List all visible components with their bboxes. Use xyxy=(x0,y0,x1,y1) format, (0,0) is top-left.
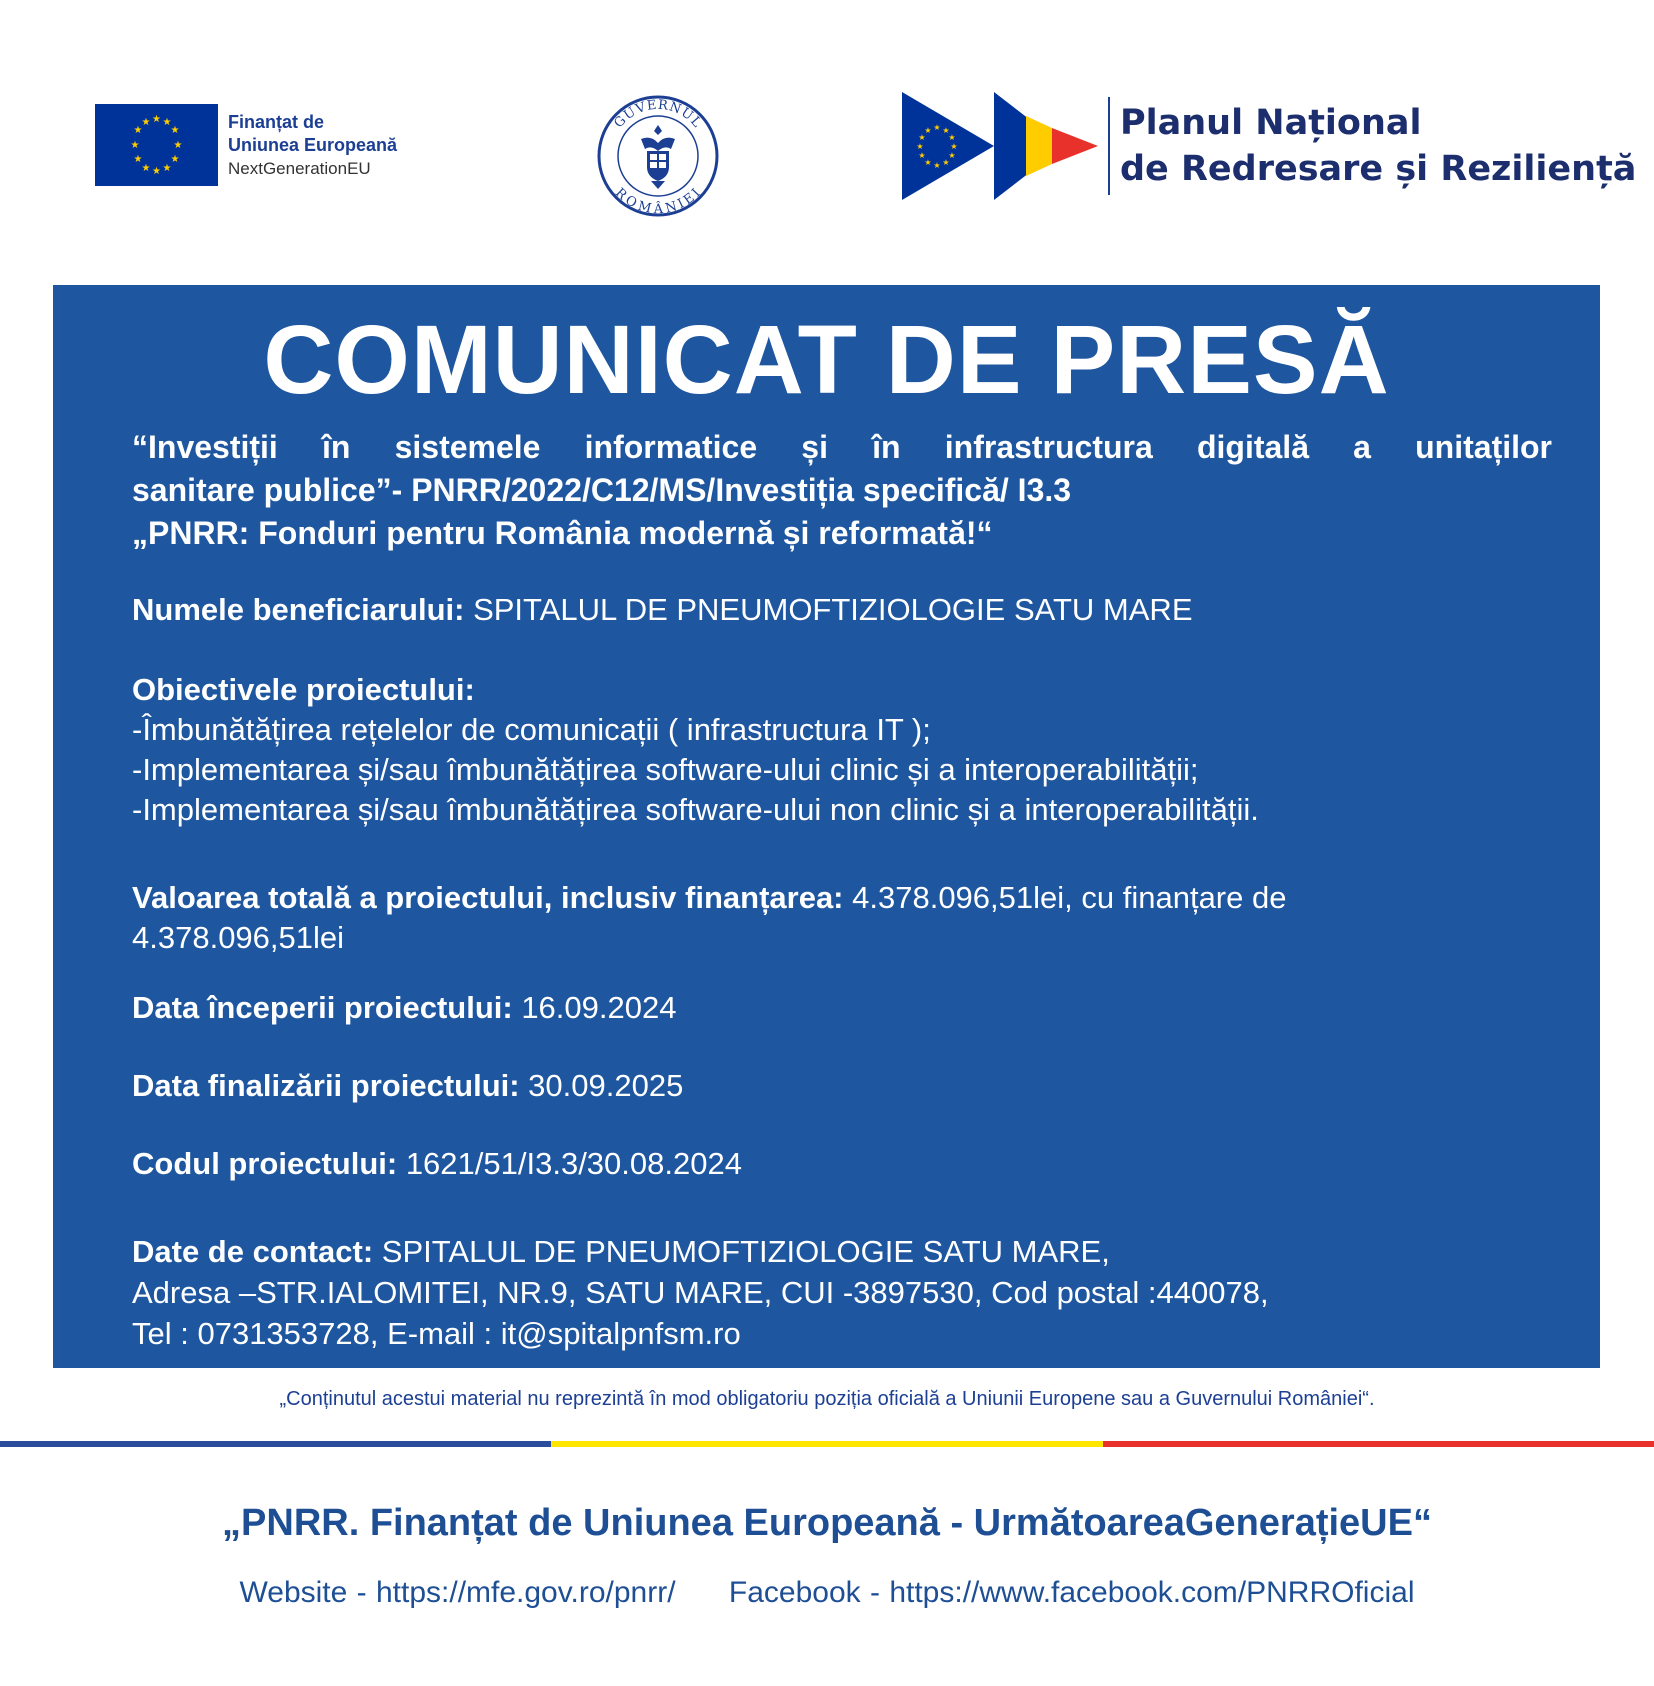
svg-text:★: ★ xyxy=(162,163,172,174)
value-text2: 4.378.096,51lei xyxy=(132,920,345,955)
eu-line3: NextGenerationEU xyxy=(228,158,371,178)
project-value-row xyxy=(132,878,1552,958)
start-value: 16.09.2024 xyxy=(512,990,677,1025)
pnrr-logo-text xyxy=(1120,100,1636,192)
end-label: Data finalizării proiectului: xyxy=(132,1068,520,1103)
pnrr-flag-arrows-icon xyxy=(902,92,1104,200)
press-release-panel xyxy=(53,285,1600,1368)
svg-text:★: ★ xyxy=(133,154,143,165)
pnrr-line2: de Redresare și Reziliență xyxy=(1120,149,1637,189)
pnrr-divider xyxy=(1108,97,1110,195)
svg-text:★: ★ xyxy=(162,117,172,128)
end-date-row xyxy=(132,1066,1552,1106)
svg-text:★: ★ xyxy=(933,161,941,170)
tricolor-red xyxy=(1103,1441,1654,1447)
svg-text:★: ★ xyxy=(133,125,143,136)
svg-text:★: ★ xyxy=(170,125,180,136)
tricolor-strip xyxy=(0,1441,1654,1447)
footer-links xyxy=(0,1576,1654,1610)
svg-text:★: ★ xyxy=(130,140,140,151)
objective-item: -Implementarea și/sau îmbunătățirea software-ului non clinic și a interoperabilității. xyxy=(132,792,1259,827)
pnrr-line1: Planul Național xyxy=(1120,103,1422,143)
svg-text:★: ★ xyxy=(950,142,958,151)
beneficiary-label: Numele beneficiarului: xyxy=(132,592,465,627)
code-value: 1621/51/I3.3/30.08.2024 xyxy=(397,1146,742,1181)
pnrr-logo xyxy=(902,92,1636,200)
gov-seal-top-text: GUVERNUL xyxy=(611,97,705,132)
contact-line2: Adresa –STR.IALOMITEI, NR.9, SATU MARE, CUI -3897530, Cod postal :440078, xyxy=(132,1275,1269,1310)
svg-text:★: ★ xyxy=(918,151,926,160)
gov-seal-bottom-text: ROMÂNIEI xyxy=(611,185,705,217)
svg-text:★: ★ xyxy=(152,114,161,125)
svg-text:★: ★ xyxy=(141,163,151,174)
svg-text:★: ★ xyxy=(918,133,926,142)
tricolor-blue xyxy=(0,1441,551,1447)
end-value: 30.09.2025 xyxy=(519,1068,684,1103)
svg-text:★: ★ xyxy=(924,158,932,167)
eu-line1: Finanțat de xyxy=(228,111,325,132)
beneficiary-value: SPITALUL DE PNEUMOFTIZIOLOGIE SATU MARE xyxy=(464,592,1193,627)
svg-text:★: ★ xyxy=(948,151,956,160)
contact-label: Date de contact: xyxy=(132,1234,374,1269)
contact-line3: Tel : 0731353728, E-mail : it@spitalpnfsm.ro xyxy=(132,1316,741,1351)
svg-text:★: ★ xyxy=(152,166,161,177)
svg-text:★: ★ xyxy=(916,142,924,151)
beneficiary-row xyxy=(132,590,1552,630)
svg-text:★: ★ xyxy=(948,133,956,142)
romanian-government-seal-icon xyxy=(597,95,719,217)
subtitle-line2: sanitare publice”- PNRR/2022/C12/MS/Investiția specifică/ I3.3 xyxy=(132,472,1072,508)
code-label: Codul proiectului: xyxy=(132,1146,398,1181)
svg-text:★: ★ xyxy=(942,158,950,167)
start-label: Data începerii proiectului: xyxy=(132,990,513,1025)
eu-funding-logo xyxy=(95,104,397,186)
svg-text:★: ★ xyxy=(942,126,950,135)
value-label: Valoarea totală a proiectului, inclusiv finanțarea: xyxy=(132,880,844,915)
objectives-section xyxy=(132,670,1552,830)
svg-text:★: ★ xyxy=(141,117,151,128)
svg-text:★: ★ xyxy=(924,126,932,135)
project-code-row xyxy=(132,1144,1552,1184)
subtitle-line1: “Investiții în sistemele informatice și în infrastructura digitală a unitaților xyxy=(132,429,1552,465)
objectives-label: Obiectivele proiectului: xyxy=(132,672,475,707)
svg-text:★: ★ xyxy=(933,123,941,132)
project-subtitle xyxy=(132,426,1552,555)
start-date-row xyxy=(132,988,1552,1028)
eu-logo-text xyxy=(228,111,397,180)
svg-text:★: ★ xyxy=(170,154,180,165)
value-text: 4.378.096,51lei, cu finanțare de xyxy=(843,880,1287,915)
website-link[interactable]: Website - https://mfe.gov.ro/pnrr/ xyxy=(239,1576,676,1609)
contact-section xyxy=(132,1231,1552,1354)
svg-text:★: ★ xyxy=(173,140,183,151)
page-title: COMUNICAT DE PRESĂ xyxy=(263,305,1390,414)
eu-line2: Uniunea Europeană xyxy=(228,134,398,155)
footer-slogan: „PNRR. Finanțat de Uniunea Europeană - UrmătoareaGenerațieUE“ xyxy=(222,1502,1432,1544)
contact-line1: SPITALUL DE PNEUMOFTIZIOLOGIE SATU MARE, xyxy=(373,1234,1110,1269)
disclaimer-text: „Conținutul acestui material nu reprezintă în mod obligatoriu poziția oficială a Uniunii Europene sau a Guvernului României“. xyxy=(279,1388,1375,1410)
objective-item: -Implementarea și/sau îmbunătățirea software-ului clinic și a interoperabilității; xyxy=(132,752,1199,787)
tricolor-yellow xyxy=(551,1441,1102,1447)
svg-text:ROMÂNIEI xyxy=(612,185,704,217)
subtitle-line3: „PNRR: Fonduri pentru România modernă și reformată!“ xyxy=(132,515,993,551)
eu-flag-icon xyxy=(95,104,218,186)
objective-item: -Îmbunătățirea rețelelor de comunicații ( infrastructura IT ); xyxy=(132,712,931,747)
facebook-link[interactable]: Facebook - https://www.facebook.com/PNRROficial xyxy=(728,1576,1415,1609)
